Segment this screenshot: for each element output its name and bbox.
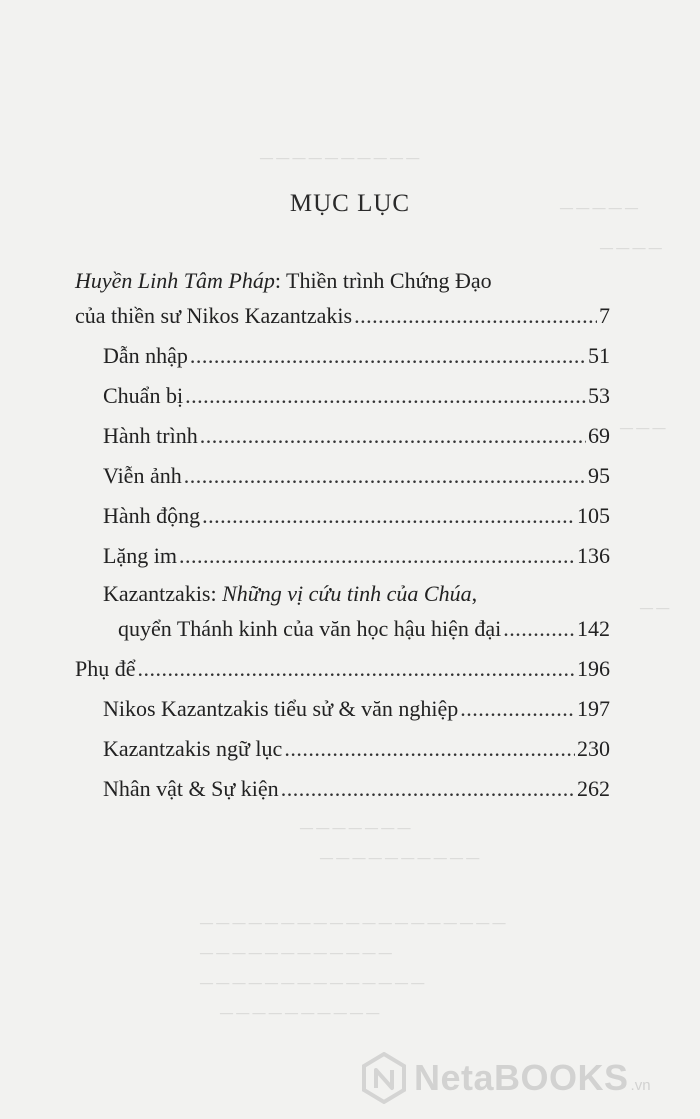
- leader-dots: [202, 503, 575, 529]
- toc-entry-label: Nhân vật & Sự kiện: [103, 776, 279, 801]
- leader-dots: [503, 616, 575, 642]
- leader-dots: [281, 776, 575, 802]
- toc-entry-page: 262: [577, 776, 610, 801]
- watermark-logo: [360, 1048, 695, 1108]
- toc-main-entry-title: Huyền Linh Tâm Pháp: [75, 268, 275, 293]
- toc-entry-page: 196: [577, 656, 610, 681]
- toc-essay-entry-line2[interactable]: [118, 616, 610, 642]
- toc-essay-entry-line1: [103, 581, 477, 607]
- toc-entry-label: Kazantzakis ngữ lục: [103, 736, 283, 761]
- leader-dots: [179, 543, 575, 569]
- book-page: — — — — — — — — — — — — — — — — — — — — — — — — — — — — — — — — — — — — — — — — — — — — — — — — — — — — — — — — — — — — — — — — — — — — — — — — — — — — — — — — — — — — — — — — — — — — — — — — MỤC LỤC Huyền Linh Tâm Pháp: Thiền trình Chứng Đạo của thiền sư Nikos Kazantzakis ..... 7 Dẫn nhập ..... 51 Chuẩn bị ..... 53 Hành trình ..... 69 Viễn ảnh ..... 95 Hành động ..... 105 Lặng im ..... 136 Kazantzakis: Những vị cứu tinh của Chúa, quyển Thánh kinh của văn học hậu hiện đại ..... 142 Phụ để ..... 196 Nikos Kazantzakis tiểu sử & văn nghiệp ..... 197 Kazantzakis ngữ lục ..... 230 Nhân vật & Sự kiện ..... 262 NetaBOOKS .vn: [0, 0, 700, 1119]
- toc-main-entry-line2[interactable]: [75, 303, 610, 329]
- leader-dots: [200, 423, 586, 449]
- toc-entry-page: 51: [588, 343, 610, 368]
- n-hexagon-logo-icon: [360, 1051, 408, 1105]
- toc-entry[interactable]: [103, 736, 610, 762]
- toc-entry[interactable]: [103, 423, 610, 449]
- toc-main-entry-subtitle: : Thiền trình Chứng Đạo: [274, 268, 492, 293]
- leader-dots: [284, 736, 575, 762]
- toc-essay-title: Những vị cứu tinh của Chúa: [222, 581, 472, 606]
- toc-entry-label: Hành trình: [103, 423, 198, 448]
- toc-entry-page: 142: [577, 616, 610, 641]
- leader-dots: [190, 343, 586, 369]
- toc-essay-suffix: ,: [471, 581, 478, 606]
- toc-entry-label: Phụ để: [75, 656, 136, 681]
- leader-dots: [354, 303, 597, 329]
- toc-entry-page: 53: [588, 383, 610, 408]
- toc-entry[interactable]: [103, 383, 610, 409]
- watermark-suffix: .vn: [630, 1077, 651, 1094]
- toc-entry-label: Hành động: [103, 503, 201, 528]
- toc-entry-page: 95: [588, 463, 610, 488]
- toc-entry-page: 197: [577, 696, 610, 721]
- toc-entry-page: 136: [577, 543, 610, 568]
- watermark-brand: NetaBOOKS: [414, 1057, 629, 1098]
- toc-entry-label: Nikos Kazantzakis tiểu sử & văn nghiệp: [103, 696, 459, 721]
- toc-entry[interactable]: [103, 543, 610, 569]
- toc-entry[interactable]: [103, 343, 610, 369]
- toc-main-entry-line1: [75, 268, 492, 294]
- toc-entry[interactable]: [103, 503, 610, 529]
- toc-entry-label: Lặng im: [103, 543, 177, 568]
- page-title: MỤC LỤC: [289, 190, 411, 217]
- toc-entry[interactable]: [103, 776, 610, 802]
- toc-essay-prefix: Kazantzakis:: [103, 581, 223, 606]
- leader-dots: [138, 656, 576, 682]
- leader-dots: [184, 463, 586, 489]
- toc-entry-page: 7: [599, 303, 610, 328]
- toc-entry-label: quyển Thánh kinh của văn học hậu hiện đại: [118, 616, 502, 641]
- toc-entry-label: của thiền sư Nikos Kazantzakis: [75, 303, 353, 328]
- toc-entry-label: Dẫn nhập: [103, 343, 188, 368]
- toc-entry-page: 69: [588, 423, 610, 448]
- leader-dots: [185, 383, 586, 409]
- toc-entry-label: Viễn ảnh: [103, 463, 182, 488]
- toc-entry[interactable]: [103, 463, 610, 489]
- leader-dots: [460, 696, 575, 722]
- toc-entry[interactable]: [103, 696, 610, 722]
- toc-appendix-entry[interactable]: [75, 656, 610, 682]
- toc-entry-page: 230: [577, 736, 610, 761]
- toc-entry-page: 105: [577, 503, 610, 528]
- toc-entry-label: Chuẩn bị: [103, 383, 184, 408]
